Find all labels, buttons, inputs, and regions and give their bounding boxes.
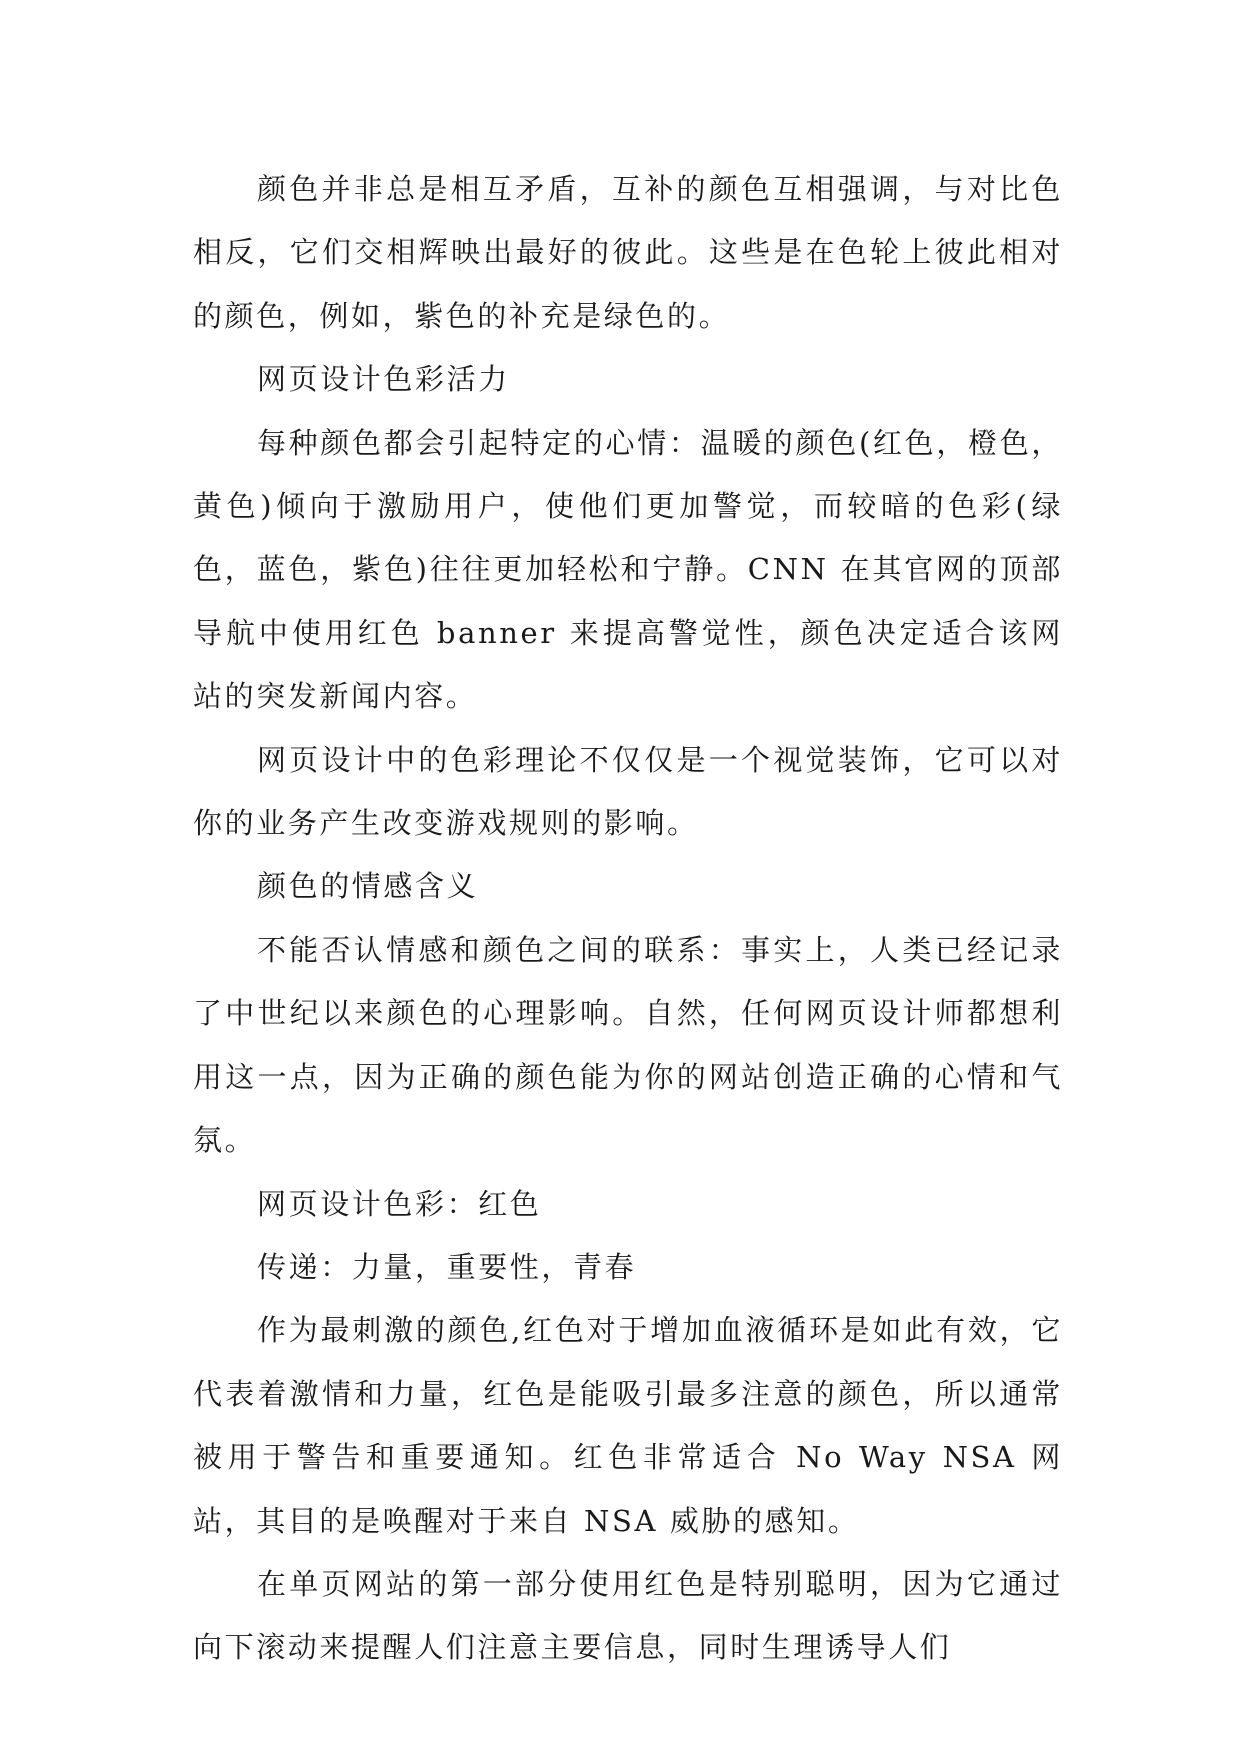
red-conveys: 传递：力量，重要性，青春	[257, 1249, 637, 1284]
paragraph-red-one-page: 在单页网站的第一部分使用红色是特别聪明，因为它通过向下滚动来提醒人们注意主要信息，同时生理诱导人们	[193, 1566, 1063, 1665]
paragraph-emotion-color-link: 不能否认情感和颜色之间的联系：事实上，人类已经记录了中世纪以来颜色的心理影响。自然，任何网页设计师都想利用这一点，因为正确的颜色能为你的网站创造正确的心情和气氛。	[193, 932, 1063, 1158]
heading-color-vitality: 网页设计色彩活力	[257, 362, 510, 397]
paragraph-red-stimulating: 作为最刺激的颜色,红色对于增加血液循环是如此有效，它代表着激情和力量，红色是能吸引最多注意的颜色，所以通常被用于警告和重要通知。红色非常适合 No Way NSA 网站，其目的是唤醒对于来自 NSA 威胁的感知。	[193, 1313, 1063, 1538]
heading-emotional-meaning: 颜色的情感含义	[257, 869, 479, 904]
heading-red: 网页设计色彩：红色	[257, 1186, 542, 1221]
paragraph-complementary-colors: 颜色并非总是相互矛盾，互补的颜色互相强调，与对比色相反，它们交相辉映出最好的彼此。这些是在色轮上彼此相对的颜色，例如，紫色的补充是绿色的。	[193, 172, 1063, 333]
document-body	[193, 158, 1063, 1680]
paragraph-color-theory-impact: 网页设计中的色彩理论不仅仅是一个视觉装饰，它可以对你的业务产生改变游戏规则的影响。	[193, 742, 1063, 841]
paragraph-color-mood: 每种颜色都会引起特定的心情：温暖的颜色(红色，橙色，黄色)倾向于激励用户，使他们更加警觉，而较暗的色彩(绿色，蓝色，紫色)往往更加轻松和宁静。CNN 在其官网的顶部导航中使用红色 banner 来提高警觉性，颜色决定适合该网站的突发新闻内容。	[193, 425, 1063, 714]
